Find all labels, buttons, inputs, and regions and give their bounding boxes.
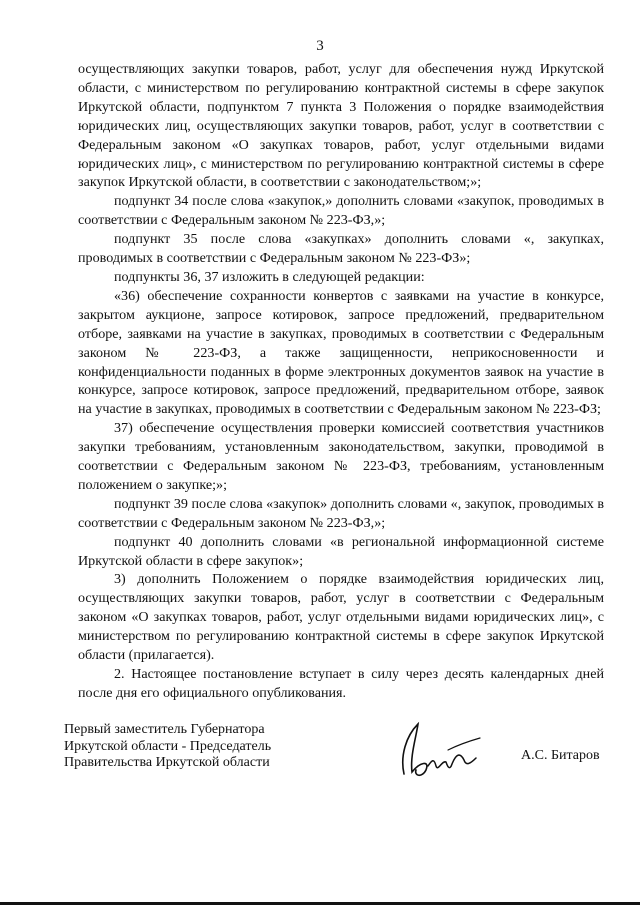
- body-paragraph: подпункт 35 после слова «закупках» дополнить словами «, закупках, проводимых в соответствии с Федеральным законом № 223-ФЗ»;: [78, 231, 604, 267]
- document-body: [78, 60, 604, 703]
- handwritten-signature: [386, 716, 486, 786]
- body-paragraph: 2. Настоящее постановление вступает в силу через десять календарных дней после дня его официального опубликования.: [78, 666, 604, 701]
- signatory-name: А.С. Битаров: [521, 748, 600, 763]
- page-number: 3: [316, 38, 324, 54]
- body-paragraph: осуществляющих закупки товаров, работ, услуг для обеспечения нужд Иркутской области, с министерством по регулированию контрактной системы в сфере закупок Иркутской области, подпунктом 7 пункта 3 Положения о порядке взаимодействия юридических лиц, осуществляющих закупки товаров, работ, услуг в соответствии с Федеральным законом «О закупках товаров, работ, услуг отдельными видами юридических лиц», с министерством по регулированию контрактной системы в сфере закупок Иркутской области, в соответствии с законодательством;»;: [78, 61, 604, 191]
- body-paragraph: «36) обеспечение сохранности конвертов с заявками на участие в конкурсе, закрытом аукционе, запросе котировок, запросе предложений, предварительном отборе, заявками на участие в закупках, проводимых в соответствии с Федеральным законом № 223-ФЗ, а также защищенности, неприкосновенности и конфиденциальности поданных в форме электронных документов заявок на участие в конкурсе, запросе котировок, запросе предложений, предварительном отборе, заявок на участие в закупках, проводимых в соответствии с Федеральным законом № 223-ФЗ;: [78, 287, 604, 418]
- body-paragraph: 37) обеспечение осуществления проверки комиссией соответствия участников закупки требованиям, установленным законодательством, закупки, проводимой в соответствии с Федеральным законом № 223-ФЗ, требованиям, установленным положением о закупке;»;: [78, 420, 604, 493]
- body-paragraph: подпункты 36, 37 изложить в следующей редакции:: [114, 268, 425, 285]
- position-line: Правительства Иркутской области: [64, 755, 270, 770]
- position-line: Иркутской области - Председатель: [64, 738, 272, 754]
- body-paragraph: подпункт 34 после слова «закупок,» дополнить словами «закупок, проводимых в соответствии с Федеральным законом № 223-ФЗ,»;: [78, 193, 604, 229]
- body-paragraph: 3) дополнить Положением о порядке взаимодействия юридических лиц, осуществляющих закупки товаров, работ, услуг в соответствии с Федеральным законом «О закупках товаров, работ, услуг отдельными видами юридических лиц», с министерством по регулированию контрактной системы в сфере закупок Иркутской области (прилагается).: [78, 571, 604, 664]
- signatory-position: [64, 722, 271, 772]
- body-paragraph: подпункт 39 после слова «закупок» дополнить словами «, закупок, проводимых в соответствии с Федеральным законом № 223-ФЗ,»;: [78, 495, 604, 531]
- position-line: Первый заместитель Губернатора: [64, 722, 265, 737]
- body-paragraph: подпункт 40 дополнить словами «в региональной информационной системе Иркутской области в сфере закупок»;: [78, 533, 604, 569]
